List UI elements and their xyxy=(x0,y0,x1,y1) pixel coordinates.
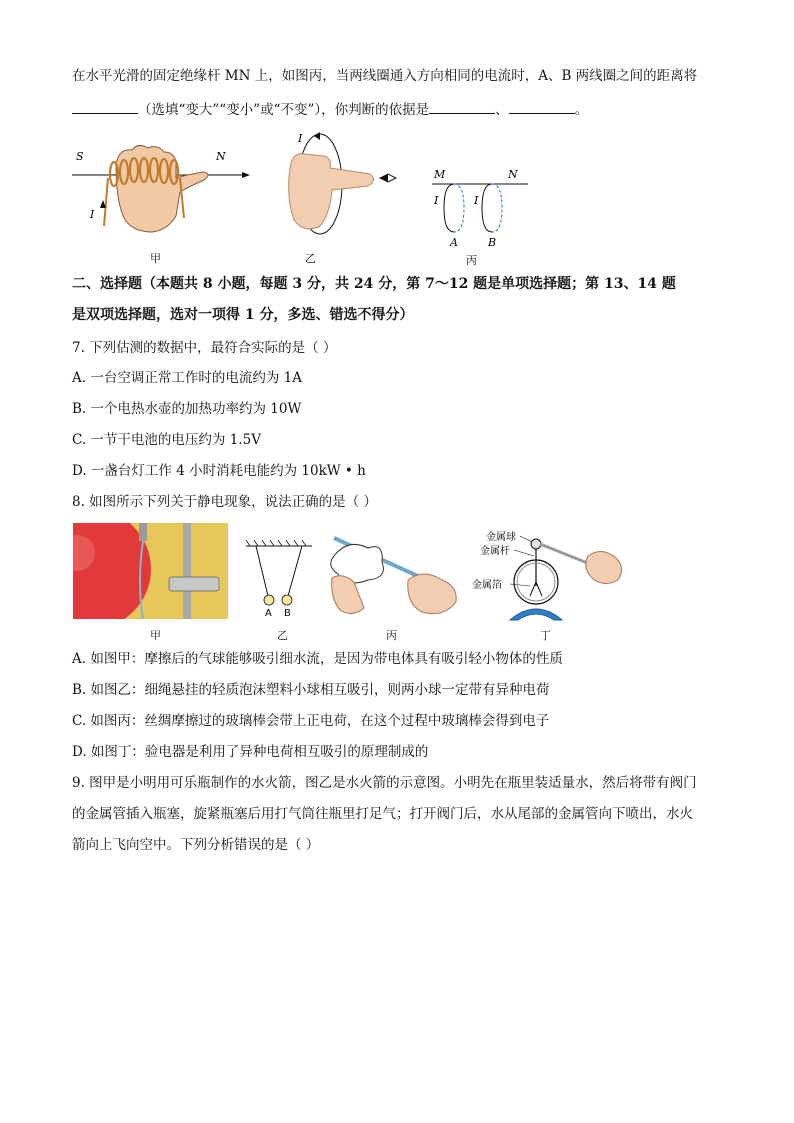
label-I: I xyxy=(90,208,95,221)
answer-blank[interactable] xyxy=(509,99,575,114)
q9-line1: 9. 图甲是小明用可乐瓶制作的水火箭，图乙是水火箭的示意图。小明先在瓶里装适量水，然后将带有阀门 xyxy=(72,775,697,791)
q9-line2: 的金属管插入瓶塞，旋紧瓶塞后用打气筒往瓶里打足气；打开阀门后，水从尾部的金属管向下喷出，水火 xyxy=(72,806,693,822)
q8-option-a[interactable]: A. 如图甲：摩擦后的气球能够吸引细水流，是因为带电体具有吸引轻小物体的性质 xyxy=(72,651,563,667)
q6-line2 xyxy=(72,99,588,120)
section-heading-line2: 是双项选择题，选对一项得 1 分，多选、错选不得分） xyxy=(72,307,414,323)
q6-end: 。 xyxy=(574,102,589,118)
q7-option-d[interactable]: D. 一盏台灯工作 4 小时消耗电能约为 10kW • h xyxy=(72,463,366,479)
q6-line1: 在水平光滑的固定绝缘杆 MN 上，如图丙，当两线圈通入方向相同的电流时，A、B 两线圈之间的距离将 xyxy=(72,68,698,84)
figure-solenoid-hand xyxy=(72,138,252,238)
caption-yi: 乙 xyxy=(277,629,288,642)
q6-line2-text: （选填“变大”“变小”或“不变”），你判断的依据是 xyxy=(138,102,430,118)
label-I: I xyxy=(474,194,479,207)
q8-option-b[interactable]: B. 如图乙：细绳悬挂的轻质泡沫塑料小球相互吸引，则两小球一定带有异种电荷 xyxy=(72,682,550,698)
q8-option-d[interactable]: D. 如图丁：验电器是利用了异种电荷相互吸引的原理制成的 xyxy=(72,744,429,760)
label-I: I xyxy=(298,132,303,145)
figure-hanging-balls xyxy=(244,540,314,618)
label-B: B xyxy=(284,608,291,618)
caption-bing: 丙 xyxy=(386,629,397,642)
caption-jia: 甲 xyxy=(150,629,161,642)
q7-option-c[interactable]: C. 一节干电池的电压约为 1.5V xyxy=(72,432,261,448)
caption-bing: 丙 xyxy=(466,254,477,267)
label-metal-rod: 金属杆 xyxy=(480,546,510,557)
figure-electroscope xyxy=(470,528,626,624)
label-metal-ball: 金属球 xyxy=(486,532,516,543)
label-N: N xyxy=(216,150,226,163)
caption-jia: 甲 xyxy=(150,252,161,265)
label-B: B xyxy=(488,236,497,249)
label-metal-foil: 金属箔 xyxy=(472,580,502,591)
label-A: A xyxy=(450,236,458,249)
label-N: N xyxy=(508,168,518,181)
caption-yi: 乙 xyxy=(305,252,316,265)
q7-option-b[interactable]: B. 一个电热水壶的加热功率约为 10W xyxy=(72,401,302,417)
q6-separator: 、 xyxy=(495,102,509,118)
figure-balloon-photo xyxy=(73,523,228,619)
label-S: S xyxy=(76,150,84,163)
caption-ding: 丁 xyxy=(540,629,551,642)
answer-blank[interactable] xyxy=(72,99,138,114)
q8-stem: 8. 如图所示下列关于静电现象，说法正确的是（ ） xyxy=(72,494,377,510)
answer-blank[interactable] xyxy=(429,99,495,114)
q7-option-a[interactable]: A. 一台空调正常工作时的电流约为 1A xyxy=(72,370,302,386)
q7-stem: 7. 下列估测的数据中，最符合实际的是（ ） xyxy=(72,340,337,356)
figure-right-hand-rule xyxy=(270,128,410,246)
section-heading-line1: 二、选择题（本题共 8 小题，每题 3 分，共 24 分，第 7～12 题是单项选择题；第 13、14 题 xyxy=(72,276,676,292)
label-M: M xyxy=(434,168,446,181)
label-A: A xyxy=(265,608,272,618)
figure-two-coils xyxy=(428,162,538,252)
q8-option-c[interactable]: C. 如图丙：丝绸摩擦过的玻璃棒会带上正电荷，在这个过程中玻璃棒会得到电子 xyxy=(72,713,550,729)
label-I: I xyxy=(434,194,439,207)
figure-silk-rubbing xyxy=(324,528,464,620)
q9-line3: 箭向上飞向空中。下列分析错误的是（ ） xyxy=(72,837,320,853)
